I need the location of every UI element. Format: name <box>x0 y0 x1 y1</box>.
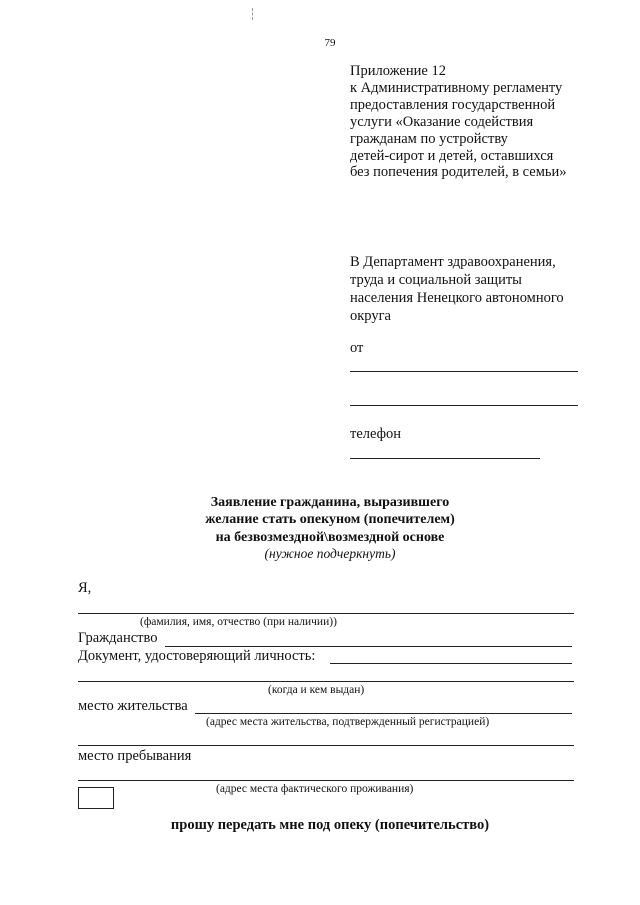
id-doc-line[interactable] <box>330 663 572 664</box>
from-line-1[interactable] <box>350 371 578 372</box>
stay-label: место пребывания <box>78 748 192 764</box>
appendix-line: Приложение 12 <box>350 63 446 79</box>
residence-label: место жительства <box>78 698 188 714</box>
checkbox[interactable] <box>78 787 114 809</box>
title-line: желание стать опекуном (попечителем) <box>205 512 455 528</box>
title-line: Заявление гражданина, выразившего <box>210 495 450 510</box>
id-doc-label: Документ, удостоверяющий личность: <box>78 648 316 664</box>
residence-line[interactable] <box>195 713 572 714</box>
title-note: (нужное подчеркнуть) <box>264 546 396 561</box>
phone-label: телефон <box>350 426 402 442</box>
issued-hint: (когда и кем выдан) <box>268 684 365 696</box>
appendix-line: к Административному регламенту <box>350 79 563 96</box>
addressee-line: населения Ненецкого автономного <box>350 290 564 306</box>
document-title <box>0 494 640 546</box>
appendix-line: гражданам по устройству <box>350 130 508 147</box>
appendix-line: без попечения родителей, в семьи» <box>350 164 567 181</box>
page-number: 79 <box>324 37 336 49</box>
citizenship-label: Гражданство <box>78 630 158 646</box>
appendix-line: детей-сирот и детей, оставшихся <box>350 147 554 164</box>
i-label: Я, <box>78 580 92 596</box>
addressee-line: В Департамент здравоохранения, <box>350 254 556 270</box>
citizenship-line[interactable] <box>165 646 572 647</box>
addressee-line: труда и социальной защиты <box>350 272 522 288</box>
residence-hint: (адрес места жительства, подтвержденный регистрацией) <box>206 716 490 728</box>
from-label: от <box>350 340 364 356</box>
phone-line[interactable] <box>350 458 540 459</box>
stay-line[interactable] <box>78 780 574 781</box>
appendix-line: услуги «Оказание содействия <box>350 113 534 130</box>
from-line-2[interactable] <box>350 405 578 406</box>
title-line: на безвозмездной\возмездной основе <box>215 529 445 545</box>
addressee-block <box>350 253 564 325</box>
fio-line[interactable] <box>78 613 574 614</box>
id-doc-line-2[interactable] <box>78 681 574 682</box>
residence-line-2[interactable] <box>78 745 574 746</box>
stay-hint: (адрес места фактического проживания) <box>216 783 414 795</box>
fio-hint: (фамилия, имя, отчество (при наличии)) <box>140 616 337 628</box>
addressee-line: округа <box>350 308 391 324</box>
appendix-header <box>350 63 567 181</box>
request-text: прошу передать мне под опеку (попечительство) <box>170 817 490 833</box>
appendix-line: предоставления государственной <box>350 96 556 113</box>
scan-mark <box>252 8 253 20</box>
